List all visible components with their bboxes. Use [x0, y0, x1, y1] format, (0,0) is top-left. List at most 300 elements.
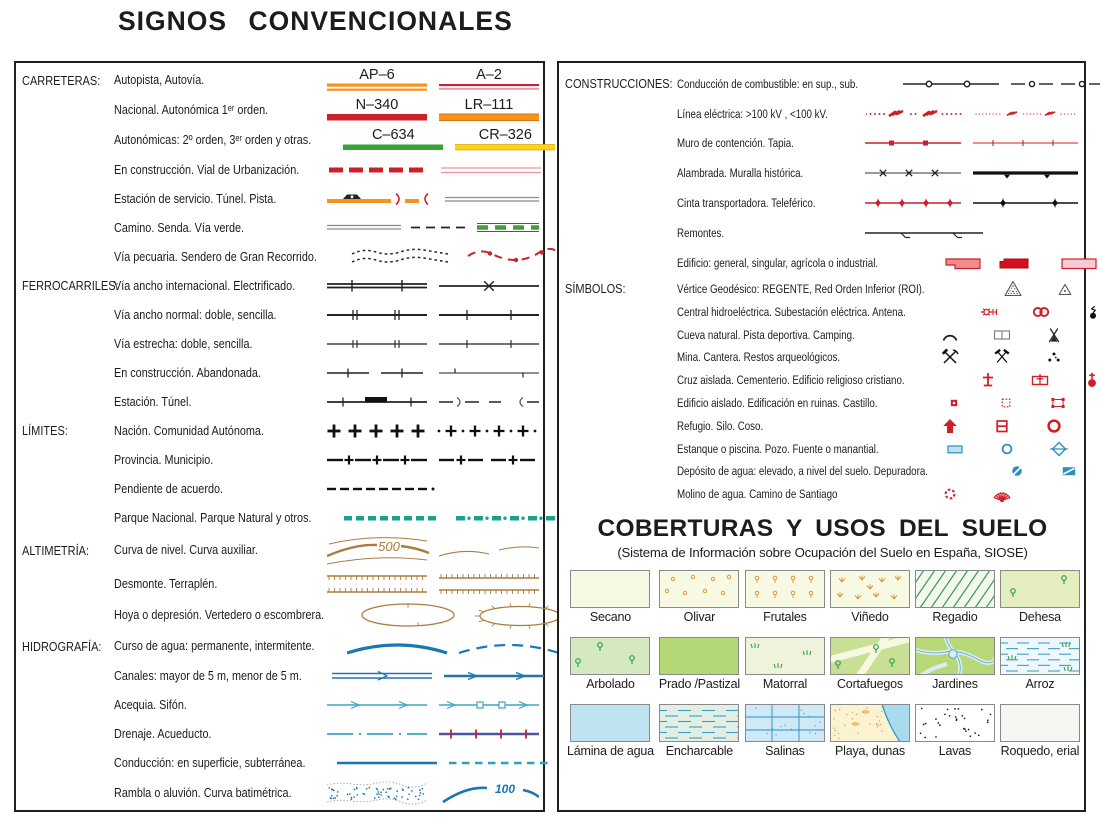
symbol-cell — [327, 365, 539, 381]
geodesic-regente-icon — [1003, 279, 1023, 299]
glyph-slot — [1028, 484, 1080, 504]
legend-row — [22, 661, 539, 690]
cr326-road-icon — [455, 143, 555, 152]
landcover-cell — [659, 570, 740, 624]
watermill-icon — [940, 484, 960, 504]
row-label: Pendiente de acuerdo. — [114, 481, 224, 496]
row-label: Cinta transportadora. Teleférico. — [677, 196, 816, 211]
category-label: LÍMITES: — [22, 423, 68, 438]
castle-icon — [1048, 393, 1068, 413]
landcover-label: Regadio — [932, 609, 978, 624]
glyph-slot — [928, 393, 980, 413]
coberturas-title: COBERTURAS Y USOS DEL SUELO — [597, 514, 1048, 542]
road-number-label: C–634 — [371, 127, 415, 143]
symbol-cell — [327, 220, 539, 235]
landcover-cell — [1000, 704, 1080, 758]
glyph-slot — [976, 416, 1028, 436]
category-label: ALTIMETRÍA: — [22, 542, 90, 558]
symbol-cell — [327, 336, 539, 352]
landcover-label: Viñedo — [851, 609, 889, 624]
legend-row — [22, 748, 539, 777]
category-label — [565, 255, 677, 270]
row-label: Vía estrecha: doble, sencilla. — [114, 336, 253, 351]
glyph-slot — [987, 279, 1039, 299]
row-label: Conducción: en superficie, subterránea. — [114, 755, 306, 770]
symbol-cell — [350, 248, 562, 266]
row-label: Muro de contención. Tapia. — [677, 136, 794, 151]
landcover-cell — [745, 637, 825, 691]
road-number-label: A–2 — [476, 67, 502, 83]
legend-row — [565, 300, 1080, 323]
row-label: Cruz aislada. Cementerio. Edificio religioso cristiano. — [677, 373, 905, 388]
symbol-cell — [327, 698, 539, 712]
glyph-slot — [976, 325, 1028, 345]
road-sample — [343, 128, 443, 152]
legend-row — [565, 346, 1080, 369]
svg-text:H: H — [991, 307, 998, 317]
legend-row — [565, 483, 1080, 506]
row-label: Estación. Túnel. — [114, 394, 192, 409]
category-label — [22, 103, 114, 118]
legend-row — [565, 158, 1080, 188]
cemetery-icon — [1030, 370, 1050, 390]
glyph-slot — [1014, 370, 1066, 390]
symbol-cell — [929, 439, 1085, 459]
quarry-icon — [992, 347, 1012, 367]
landcover-label: Jardines — [932, 676, 978, 691]
right-legend-panel — [557, 61, 1086, 812]
road-sample — [327, 68, 427, 92]
category-label — [565, 166, 677, 181]
row-label: Vía pecuaria. Sendero de Gran Recorrido. — [114, 249, 317, 264]
symbol-cell — [924, 484, 1080, 504]
landcover-cell — [659, 704, 740, 758]
row-label: Conducción de combustible: en sup., sub. — [677, 76, 859, 91]
water-tank-icon — [1059, 461, 1079, 481]
limit-park-icon — [344, 510, 556, 526]
road-sample — [439, 98, 539, 122]
category-label — [565, 350, 677, 365]
landcover-label: Salinas — [765, 743, 805, 758]
category-label — [565, 373, 677, 388]
row-label: Canales: mayor de 5 m, menor de 5 m. — [114, 668, 302, 683]
a2-road-icon — [439, 83, 539, 92]
row-label: Línea eléctrica: >100 kV , <100 kV. — [677, 106, 828, 121]
category-label — [22, 668, 114, 683]
symbol-cell — [337, 757, 549, 769]
legend-row — [22, 474, 539, 503]
category-label — [565, 327, 677, 342]
conveyor-cablecar-icon — [865, 195, 1080, 211]
swatch-prado — [659, 637, 739, 675]
category-label — [22, 785, 114, 800]
ski-lift-icon — [865, 225, 1080, 241]
row-label: Provincia. Municipio. — [114, 452, 214, 467]
landcover-cell — [745, 570, 825, 624]
legend-row — [22, 125, 539, 155]
well-icon — [997, 439, 1017, 459]
symbol-cell — [327, 727, 539, 741]
watercourse-icon — [347, 635, 559, 657]
legend-row — [22, 777, 539, 808]
simbolos-rows — [565, 278, 1080, 506]
glyph-slot — [1067, 302, 1100, 322]
legend-row — [565, 129, 1080, 159]
row-label: En construcción. Abandonada. — [114, 365, 261, 380]
symbol-cell — [962, 370, 1100, 390]
row-label: Drenaje. Acueducto. — [114, 726, 212, 741]
svg-text:500: 500 — [378, 539, 400, 554]
legend-row — [565, 460, 1080, 483]
landcover-cell — [567, 637, 654, 691]
category-label — [565, 487, 677, 502]
row-label: Edificio aislado. Edificación en ruinas. Castillo. — [677, 395, 878, 410]
symbol-cell — [327, 307, 539, 323]
category-label — [22, 249, 114, 264]
limit-province-icon — [327, 452, 539, 468]
geodesic-roi-icon — [1055, 279, 1075, 299]
glyph-slot — [924, 325, 976, 345]
landcover-cell — [915, 637, 995, 691]
landcover-cell — [915, 704, 995, 758]
category-label — [22, 510, 114, 525]
swatch-arroz — [1000, 637, 1080, 675]
path-trail-greenway-icon — [327, 220, 539, 235]
mine-icon — [940, 347, 960, 367]
road-sample — [327, 98, 427, 122]
legend-row — [22, 532, 539, 568]
symbol-cell — [327, 68, 539, 92]
landcover-cell — [830, 704, 910, 758]
row-label: Vía ancho normal: doble, sencilla. — [114, 307, 277, 322]
landcover-label: Matorral — [762, 676, 808, 691]
landcover-cell — [745, 704, 825, 758]
landcover-cell — [659, 637, 740, 691]
swatch-jardines — [915, 637, 995, 675]
legend-row — [22, 213, 539, 242]
category-label — [22, 576, 114, 591]
glyph-slot — [1033, 439, 1085, 459]
legend-row — [22, 445, 539, 474]
swatch-playa — [830, 704, 910, 742]
landcover-cell — [1000, 570, 1080, 624]
road-number-label: N–340 — [355, 97, 399, 113]
bullring-icon — [1044, 416, 1064, 436]
landcover-cell — [830, 637, 910, 691]
buildings-icon — [928, 254, 1100, 272]
landcover-cell — [830, 570, 910, 624]
legend-row — [22, 719, 539, 748]
glyph-slot — [1039, 279, 1091, 299]
landcover-cell — [915, 570, 995, 624]
glyph-slot — [1032, 393, 1084, 413]
legend-row — [565, 188, 1080, 218]
category-label — [565, 304, 677, 319]
category-label — [22, 191, 114, 206]
category-label — [22, 162, 114, 177]
glyph-slot — [1095, 461, 1100, 481]
glyph-slot — [1091, 279, 1100, 299]
construcciones-rows — [565, 69, 1080, 278]
landcover-label: Prado /Pastizal — [658, 676, 740, 691]
row-label: Central hidroeléctrica. Subestación eléctrica. Antena. — [677, 304, 906, 319]
camping-icon — [1044, 325, 1064, 345]
glyph-slot — [991, 461, 1043, 481]
swatch-matorral — [745, 637, 825, 675]
swatch-olivar — [659, 570, 739, 608]
category-label — [22, 365, 114, 380]
row-label: Curso de agua: permanente, intermitente. — [114, 639, 315, 653]
legend-row — [565, 99, 1080, 129]
road-number-label: LR–111 — [464, 97, 514, 113]
glyph-slot — [1015, 302, 1067, 322]
row-label: Alambrada. Muralla histórica. — [677, 166, 804, 181]
landcover-label: Lavas — [938, 743, 972, 758]
symbol-cell — [865, 135, 1080, 151]
rail-intl-icon — [327, 278, 539, 294]
category-label — [22, 697, 114, 712]
glyph-slot — [1043, 461, 1095, 481]
symbol-cell — [358, 601, 570, 629]
legend-row — [22, 65, 539, 95]
spring-icon — [1049, 439, 1069, 459]
ruins-icon — [996, 393, 1016, 413]
row-label: Edificio: general, singular, agrícola o industrial. — [677, 255, 879, 270]
landcover-label: Roquedo, erial — [1000, 743, 1080, 758]
symbol-cell — [327, 394, 539, 410]
row-label: Parque Nacional. Parque Natural y otros. — [114, 510, 312, 525]
category-label — [22, 726, 114, 741]
swatch-arbolado — [570, 637, 650, 675]
landcover-label: Encharcable — [665, 743, 734, 758]
category-label — [565, 441, 677, 456]
symbol-cell — [924, 347, 1080, 367]
row-label: Refugio. Silo. Coso. — [677, 418, 764, 433]
left-legend-rows — [22, 65, 539, 808]
category-label — [22, 481, 114, 496]
limit-pending-icon — [327, 481, 539, 497]
glyph-slot — [963, 302, 1015, 322]
canals-icon — [332, 669, 544, 683]
glyph-slot — [924, 484, 976, 504]
symbol-cell — [329, 163, 541, 177]
row-label: Curva de nivel. Curva auxiliar. — [114, 543, 258, 557]
legend-row — [22, 155, 539, 184]
rail-construction-icon — [327, 365, 539, 381]
symbol-cell — [327, 532, 539, 568]
service-tunnel-track-icon — [327, 190, 539, 208]
cut-fill-icon — [327, 571, 539, 597]
glyph-slot — [924, 347, 976, 367]
legend-row — [22, 631, 539, 661]
category-label: CARRETERAS: — [22, 72, 101, 88]
isolated-building-icon — [944, 393, 964, 413]
symbol-cell — [924, 325, 1080, 345]
legend-row — [22, 329, 539, 358]
symbol-cell — [327, 481, 539, 497]
symbol-cell — [327, 452, 539, 468]
symbol-cell — [327, 423, 539, 439]
category-label — [565, 225, 677, 240]
row-label: Depósito de agua: elevado, a nivel del suelo. Depuradora. — [677, 464, 928, 479]
category-label — [565, 196, 677, 211]
pond-icon — [945, 439, 965, 459]
swatch-frutales — [745, 570, 825, 608]
glyph-slot — [1028, 347, 1080, 367]
category-label: CONSTRUCCIONES: — [565, 76, 673, 92]
refuge-icon — [940, 416, 960, 436]
row-label: Mina. Cantera. Restos arqueológicos. — [677, 350, 841, 365]
category-label — [22, 394, 114, 409]
swatch-lamina — [570, 704, 650, 742]
legend-row — [22, 271, 539, 300]
glyph-slot — [980, 393, 1032, 413]
row-label: Acequia. Sifón. — [114, 697, 187, 712]
legend-row — [22, 416, 539, 445]
legend-row — [22, 599, 539, 631]
cave-icon — [940, 325, 960, 345]
category-label — [22, 452, 114, 467]
drain-aqueduct-icon — [327, 727, 539, 741]
row-label: Camino. Senda. Vía verde. — [114, 220, 245, 235]
legend-row — [565, 369, 1080, 392]
ap6-road-icon — [327, 83, 427, 92]
swatch-lavas — [915, 704, 995, 742]
legend-row — [565, 392, 1080, 415]
glyph-slot — [981, 439, 1033, 459]
legend-row — [22, 568, 539, 599]
legend-row — [22, 387, 539, 416]
legend-row — [22, 300, 539, 329]
wash-bathymetric-icon — [327, 778, 539, 808]
row-label: Nación. Comunidad Autónoma. — [114, 423, 264, 438]
category-label — [22, 220, 114, 235]
glyph-slot — [1028, 325, 1080, 345]
glyph-slot — [976, 347, 1028, 367]
row-label: Rambla o aluvión. Curva batimétrica. — [114, 785, 292, 800]
rail-narrow-icon — [327, 336, 539, 352]
legend-row — [22, 358, 539, 387]
cross-icon — [978, 370, 998, 390]
silo-icon — [992, 416, 1012, 436]
landcover-grid — [565, 570, 1080, 758]
svg-text:100: 100 — [494, 781, 516, 796]
row-label: Hoya o depresión. Vertedero o escombrera. — [114, 608, 325, 622]
swatch-encharcable — [659, 704, 739, 742]
depression-dump-icon — [358, 601, 570, 629]
pipe-icon — [337, 757, 549, 769]
legend-row — [565, 323, 1080, 346]
legend-row — [22, 242, 539, 271]
symbol-cell — [327, 98, 539, 122]
symbol-cell — [928, 393, 1084, 413]
left-legend-panel — [14, 61, 545, 812]
landcover-cell — [567, 570, 654, 624]
swatch-dehesa — [1000, 570, 1080, 608]
symbol-cell — [344, 510, 556, 526]
legend-row — [565, 69, 1080, 99]
symbol-cell — [347, 635, 559, 657]
glyph-slot — [962, 370, 1014, 390]
legend-row — [565, 437, 1080, 460]
category-label — [22, 307, 114, 322]
coberturas-subtitle: (Sistema de Información sobre Ocupación del Suelo en España, SIOSE) — [617, 544, 1028, 560]
c634-road-icon — [343, 143, 443, 152]
page-title: SIGNOS CONVENCIONALES — [118, 6, 513, 36]
wall-icon — [865, 135, 1080, 151]
category-label — [22, 336, 114, 351]
water-tower-icon — [1007, 461, 1027, 481]
swatch-regadio — [915, 570, 995, 608]
row-label: En construcción. Vial de Urbanización. — [114, 162, 300, 177]
swatch-roquedo — [1000, 704, 1080, 742]
archaeological-icon — [1044, 347, 1064, 367]
lr111-road-icon — [439, 113, 539, 122]
ditch-siphon-icon — [327, 698, 539, 712]
category-label — [565, 464, 677, 479]
symbol-cell — [991, 461, 1100, 481]
landcover-label: Frutales — [763, 609, 807, 624]
legend-row — [565, 248, 1080, 278]
row-label: Desmonte. Terraplén. — [114, 576, 218, 591]
symbol-cell — [924, 416, 1080, 436]
glyph-slot — [1066, 370, 1100, 390]
row-label: Estación de servicio. Túnel. Pista. — [114, 191, 277, 206]
symbol-cell — [327, 278, 539, 294]
legend-row — [565, 218, 1080, 248]
row-label: Autopista, Autovía. — [114, 73, 205, 87]
category-label — [565, 418, 677, 433]
swatch-cortafuegos — [830, 637, 910, 675]
category-label — [22, 755, 114, 770]
power-line-icon — [866, 106, 1081, 122]
category-label: SÍMBOLOS: — [565, 281, 626, 297]
row-label: Remontes. — [677, 225, 725, 240]
landcover-label: Lámina de agua — [567, 743, 654, 758]
hydro-plant-icon — [979, 302, 999, 322]
glyph-slot — [1028, 416, 1080, 436]
landcover-label: Olivar — [683, 609, 716, 624]
legend-row — [565, 414, 1080, 437]
landcover-label: Playa, dunas — [835, 743, 905, 758]
landcover-label: Arbolado — [586, 676, 635, 691]
road-construction-icon — [329, 163, 541, 177]
symbol-cell — [343, 128, 555, 152]
legend-row — [22, 503, 539, 532]
symbol-cell — [327, 190, 539, 208]
symbol-cell — [865, 225, 1080, 241]
category-label — [22, 608, 114, 623]
swatch-secano — [570, 570, 650, 608]
row-label: Autonómicas: 2º orden, 3ᵉʳ orden y otras. — [114, 133, 312, 147]
fuel-pipeline-icon — [903, 76, 1100, 92]
row-label: Vértice Geodésico: REGENTE, Red Orden Inferior (ROI). — [677, 281, 925, 296]
landcover-cell — [1000, 637, 1080, 691]
sports-court-icon — [992, 325, 1012, 345]
symbol-cell — [865, 165, 1080, 181]
santiago-way-icon — [992, 484, 1012, 504]
symbol-cell — [332, 669, 544, 683]
livestock-gr-trail-icon — [350, 248, 562, 266]
rail-normal-icon — [327, 307, 539, 323]
road-sample — [455, 128, 555, 152]
symbol-cell — [865, 195, 1080, 211]
landcover-label: Dehesa — [1018, 609, 1061, 624]
symbol-cell — [963, 302, 1100, 322]
glyph-slot — [924, 416, 976, 436]
swatch-vinedo — [830, 570, 910, 608]
limit-nation-icon — [327, 423, 539, 439]
